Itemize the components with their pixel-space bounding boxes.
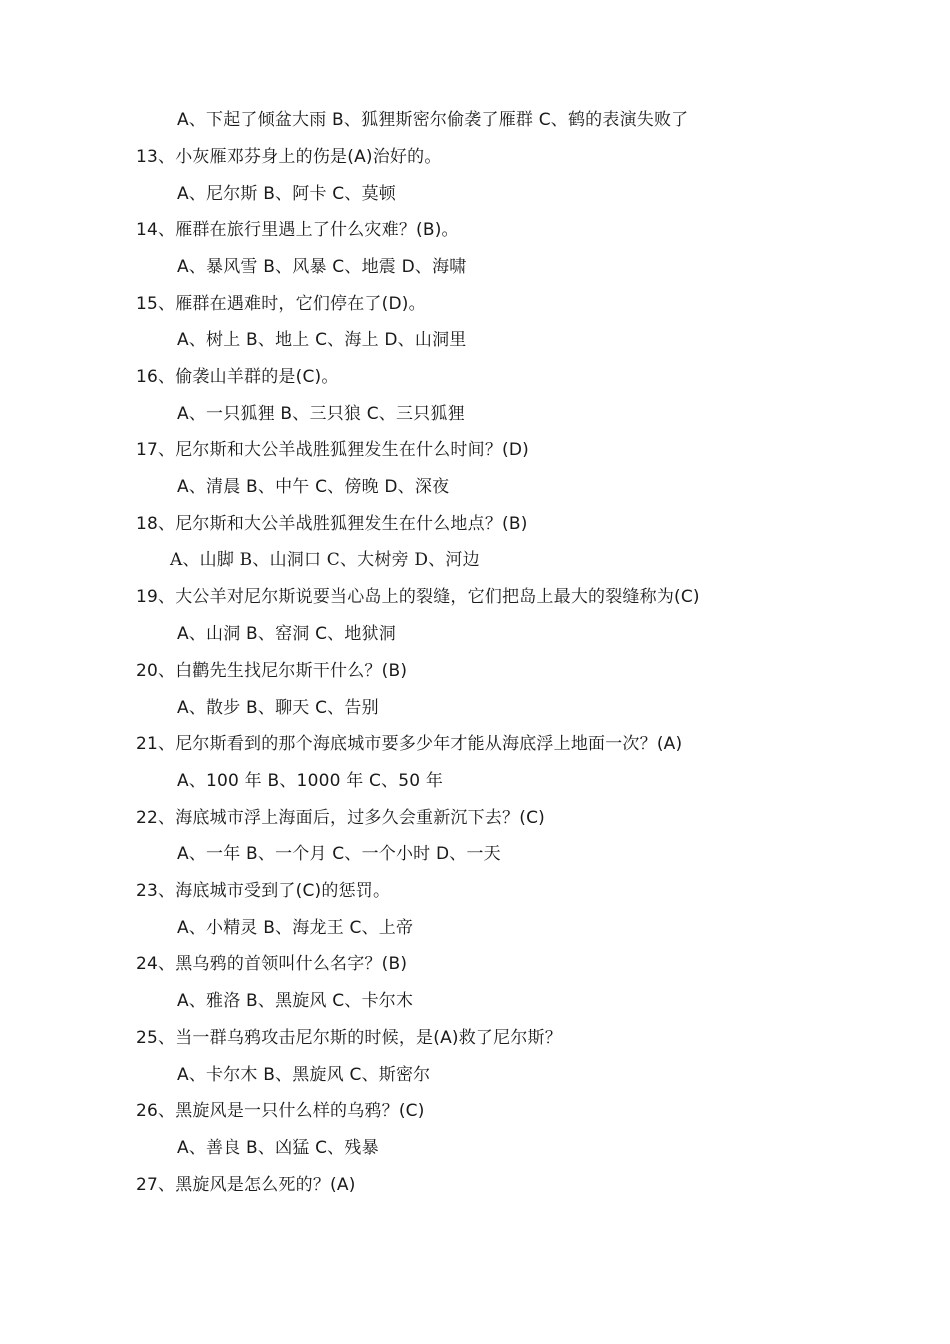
- option-line: A、100 年 B、1000 年 C、50 年: [177, 771, 444, 791]
- question-line: 18、尼尔斯和大公羊战胜狐狸发生在什么地点？(B): [136, 514, 528, 534]
- option-line: A、小精灵 B、海龙王 C、上帝: [177, 918, 414, 938]
- question-line: 27、黑旋风是怎么死的？(A): [136, 1175, 356, 1195]
- question-line: 22、海底城市浮上海面后，过多久会重新沉下去？(C): [136, 808, 545, 828]
- option-line: A、下起了倾盆大雨 B、狐狸斯密尔偷袭了雁群 C、鹤的表演失败了: [177, 110, 689, 130]
- question-line: 23、海底城市受到了(C)的惩罚。: [136, 881, 391, 901]
- question-line: 19、大公羊对尼尔斯说要当心岛上的裂缝，它们把岛上最大的裂缝称为(C): [136, 587, 700, 607]
- option-line: A、山洞 B、窑洞 C、地狱洞: [177, 624, 396, 644]
- question-line: 20、白鹳先生找尼尔斯干什么？(B): [136, 661, 408, 681]
- question-line: 21、尼尔斯看到的那个海底城市要多少年才能从海底浮上地面一次？(A): [136, 734, 683, 754]
- option-line: A、清晨 B、中午 C、傍晚 D、深夜: [177, 477, 450, 497]
- question-line: 16、偷袭山羊群的是(C)。: [136, 367, 339, 387]
- question-line: 13、小灰雁邓芬身上的伤是(A)治好的。: [136, 147, 442, 167]
- question-line: 17、尼尔斯和大公羊战胜狐狸发生在什么时间？(D): [136, 440, 529, 460]
- option-line: A、一只狐狸 B、三只狼 C、三只狐狸: [177, 404, 465, 424]
- question-line: 24、黑乌鸦的首领叫什么名字？(B): [136, 954, 408, 974]
- option-line: A、山脚 B、山洞口 C、大树旁 D、河边: [170, 550, 480, 570]
- option-line: A、尼尔斯 B、阿卡 C、莫顿: [177, 184, 396, 204]
- question-line: 25、当一群乌鸦攻击尼尔斯的时候，是(A)救了尼尔斯？: [136, 1028, 562, 1048]
- option-line: A、暴风雪 B、风暴 C、地震 D、海啸: [177, 257, 467, 277]
- option-line: A、树上 B、地上 C、海上 D、山洞里: [177, 330, 467, 350]
- option-line: A、卡尔木 B、黑旋风 C、斯密尔: [177, 1065, 431, 1085]
- option-line: A、雅洛 B、黑旋风 C、卡尔木: [177, 991, 414, 1011]
- question-line: 26、黑旋风是一只什么样的乌鸦？(C): [136, 1101, 425, 1121]
- option-line: A、善良 B、凶猛 C、残暴: [177, 1138, 379, 1158]
- question-line: 15、雁群在遇难时，它们停在了(D)。: [136, 294, 426, 314]
- option-line: A、一年 B、一个月 C、一个小时 D、一天: [177, 844, 501, 864]
- option-line: A、散步 B、聊天 C、告别: [177, 698, 379, 718]
- question-line: 14、雁群在旅行里遇上了什么灾难？(B)。: [136, 220, 459, 240]
